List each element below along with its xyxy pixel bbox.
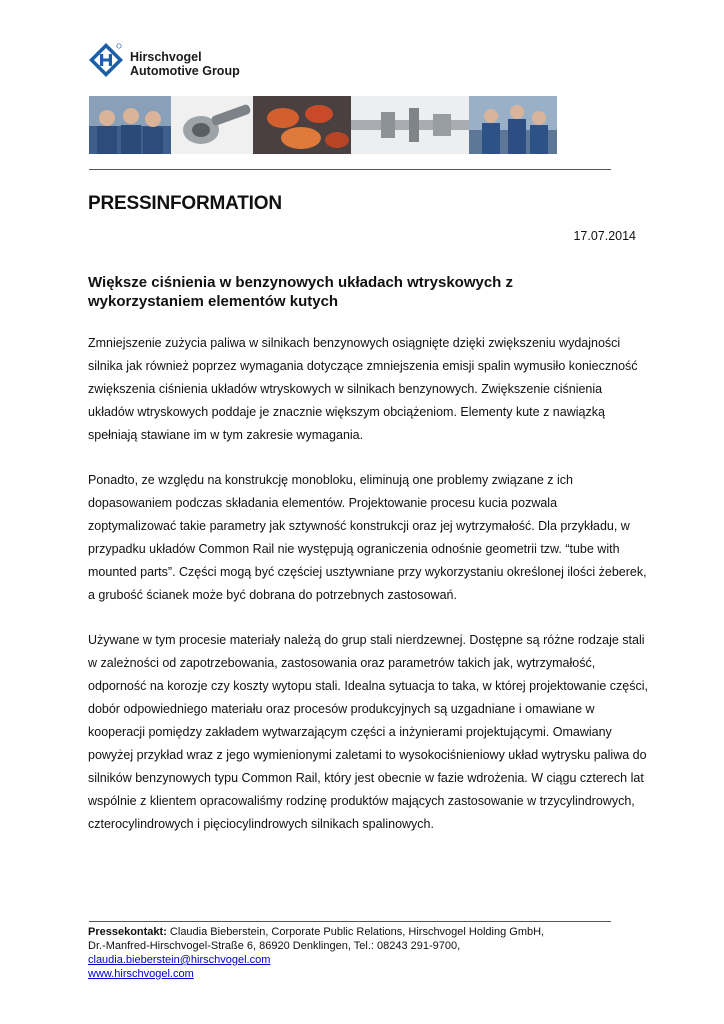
photo-workers — [89, 96, 171, 154]
photo-shaft-part — [351, 96, 469, 154]
contact-line-1 — [88, 925, 648, 939]
photo-banner — [89, 96, 607, 154]
website-link[interactable]: www.hirschvogel.com — [88, 968, 194, 980]
paragraph-2: Ponadto, ze względu na konstrukcję monobloku, eliminują one problemy związane z ich dopasowaniem podczas składania elementów. Projektowanie procesu kucia pozwala zoptymalizować takie parametry jak sztywność konstrukcji oraz jej wytrzymałość. Dla przykładu, w przypadku układów Common Rail nie występują ograniczenia odnośnie geometrii tzw. “tube with mounted parts”. Części mogą być częściej usztywniane przy wykorzystaniu określonej ilości żeberek, a grubość ścianek może być dobrana do potrzebnych zastosowań. — [88, 473, 647, 602]
logo-line2: Automotive Group — [130, 64, 240, 78]
article-body — [88, 332, 648, 858]
release-date: 17.07.2014 — [573, 229, 636, 243]
contact-label: Pressekontakt: — [88, 926, 167, 938]
contact-address: Dr.-Manfred-Hirschvogel-Straße 6, 86920 Denklingen, Tel.: 08243 291-9700, — [88, 940, 461, 952]
photo-engineers — [469, 96, 557, 154]
press-contact — [88, 925, 648, 981]
header-divider — [89, 169, 611, 170]
contact-person: Claudia Bieberstein, Corporate Public Relations, Hirschvogel Holding GmbH, — [166, 926, 545, 938]
logo-line1: Hirschvogel — [130, 50, 202, 64]
photo-part-piston — [171, 96, 253, 154]
paragraph-1: Zmniejszenie zużycia paliwa w silnikach benzynowych osiągnięte dzięki zwiększeniu wydajności silnika jak również poprzez wymagania dotyczące zmniejszenia emisji spalin wymusiło konieczność zwiększenia ciśnienia układów wtryskowych w silnikach benzynowych. Zwiększenie ciśnienia układów wtryskowych poddaje je znacznie większym obciążeniom. Elementy kute z nawiązką spełniają stawiane im w tym zakresie wymagania. — [88, 336, 638, 442]
article-headline: Większe ciśnienia w benzynowych układach wtryskowych z wykorzystaniem elementów kutych — [88, 274, 514, 310]
paragraph-3: Używane w tym procesie materiały należą do grup stali nierdzewnej. Dostępne są różne rodzaje stali w zależności od zapotrzebowania, zastosowania oraz parametrów takich jak, wytrzymałość, odporność na korozje czy koszty wytopu stali. Idealna sytuacja to taka, w której projektowanie części, dobór odpowiedniego materiału oraz procesów produkcyjnych są uzgadniane i omawiane w kooperacji pomiędzy zakładem wytwarzającym części a inżynierami projektującymi. Omawiany powyżej przykład wraz z jego wymienionymi zaletami to wysokociśnieniowy układ wytrysku paliwa do silników benzynowych typu Common Rail, który jest obecnie w fazie wdrożenia. W ciągu czterech lat wspólnie z klientem opracowaliśmy rodzinę produktów mających zastosowanie w trzycylindrowych, czterocylindrowych i pięciocylindrowych silnikach spalinowych. — [88, 633, 648, 831]
company-logo — [88, 42, 258, 82]
photo-forge-hot — [253, 96, 351, 154]
hirschvogel-logo-icon — [88, 42, 124, 78]
contact-email-link[interactable]: claudia.bieberstein@hirschvogel.com — [88, 954, 271, 966]
logo-text — [130, 50, 240, 78]
footer-divider — [89, 921, 611, 922]
page-title: PRESSINFORMATION — [88, 193, 282, 214]
